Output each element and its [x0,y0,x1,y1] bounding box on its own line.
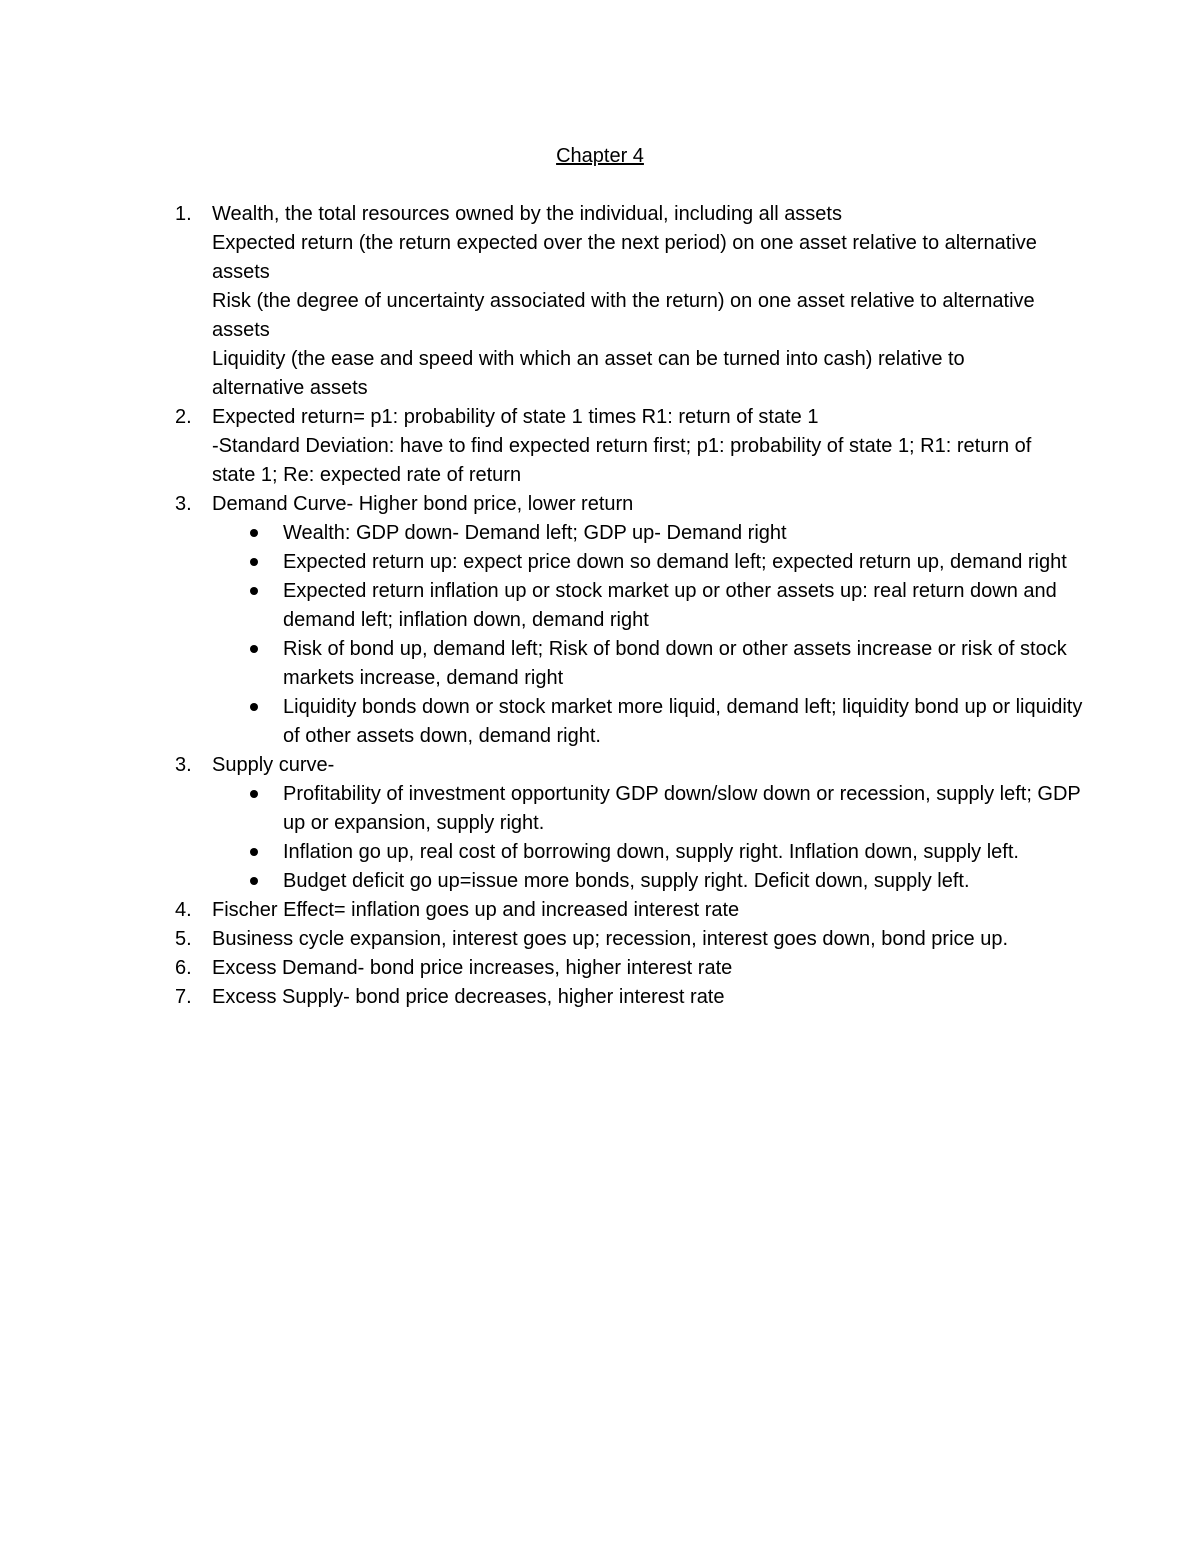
bullet-dot-icon [250,790,258,798]
list-item-number: 6. [175,957,192,979]
list-item-text: Risk (the degree of uncertainty associated with the return) on one asset relative to alternative assets [212,290,1041,341]
list-item-number: 3. [175,493,192,515]
bullet-dot-icon [250,703,258,711]
list-item [0,954,1200,983]
bullet-list [0,519,1200,751]
list-item [0,896,1200,925]
page-title: Chapter 4 [556,145,644,167]
list-item-text: Business cycle expansion, interest goes up; recession, interest goes down, bond price up. [212,928,1009,950]
numbered-list [0,200,1200,1012]
list-item-text: Supply curve- [212,754,335,776]
bullet-dot-icon [250,645,258,653]
list-item [0,983,1200,1012]
list-item [0,200,1200,403]
list-item-number: 1. [175,203,192,225]
bullet-text: Profitability of investment opportunity GDP down/slow down or recession, supply left; GDP up or expansion, supply right. [283,783,1081,834]
list-item-number: 7. [175,986,192,1008]
bullet-text: Expected return inflation up or stock market up or other assets up: real return down and demand left; inflation down, demand right [283,580,1057,631]
bullet-item [283,693,1083,751]
bullet-dot-icon [250,529,258,537]
list-item-text: Expected return= p1: probability of state 1 times R1: return of state 1 [212,406,819,428]
list-item-text: Expected return (the return expected over the next period) on one asset relative to alternative assets [212,232,1043,283]
bullet-text: Inflation go up, real cost of borrowing down, supply right. Inflation down, supply left. [283,841,1019,863]
list-item [0,925,1200,954]
bullet-dot-icon [250,848,258,856]
bullet-item [283,548,1083,577]
list-item-text: Fischer Effect= inflation goes up and increased interest rate [212,899,740,921]
bullet-dot-icon [250,877,258,885]
list-item-text: -Standard Deviation: have to find expected return first; p1: probability of state 1; R1: return of state 1; Re: expected rate of return [212,435,1037,486]
bullet-item [283,867,1083,896]
list-item-number: 5. [175,928,192,950]
bullet-item [283,577,1083,635]
bullet-item [283,838,1083,867]
bullet-text: Expected return up: expect price down so demand left; expected return up, demand right [283,551,1067,573]
list-item-text: Liquidity (the ease and speed with which an asset can be turned into cash) relative to alternative assets [212,348,971,399]
bullet-item [283,635,1083,693]
bullet-dot-icon [250,558,258,566]
bullet-item [283,519,1083,548]
bullet-text: Budget deficit go up=issue more bonds, supply right. Deficit down, supply left. [283,870,970,892]
list-item [0,403,1200,490]
list-item [0,751,1200,896]
list-item-number: 3. [175,754,192,776]
list-item-text: Wealth, the total resources owned by the individual, including all assets [212,203,842,225]
list-item-text: Demand Curve- Higher bond price, lower return [212,493,634,515]
list-item [0,490,1200,751]
bullet-dot-icon [250,587,258,595]
bullet-list [0,780,1200,896]
bullet-text: Wealth: GDP down- Demand left; GDP up- Demand right [283,522,787,544]
bullet-text: Liquidity bonds down or stock market more liquid, demand left; liquidity bond up or liquidity of other assets down, demand right. [283,696,1083,747]
list-item-text: Excess Demand- bond price increases, higher interest rate [212,957,733,979]
list-item-number: 2. [175,406,192,428]
list-item-text: Excess Supply- bond price decreases, higher interest rate [212,986,725,1008]
bullet-item [283,780,1083,838]
list-item-number: 4. [175,899,192,921]
bullet-text: Risk of bond up, demand left; Risk of bond down or other assets increase or risk of stock markets increase, demand right [283,638,1067,689]
